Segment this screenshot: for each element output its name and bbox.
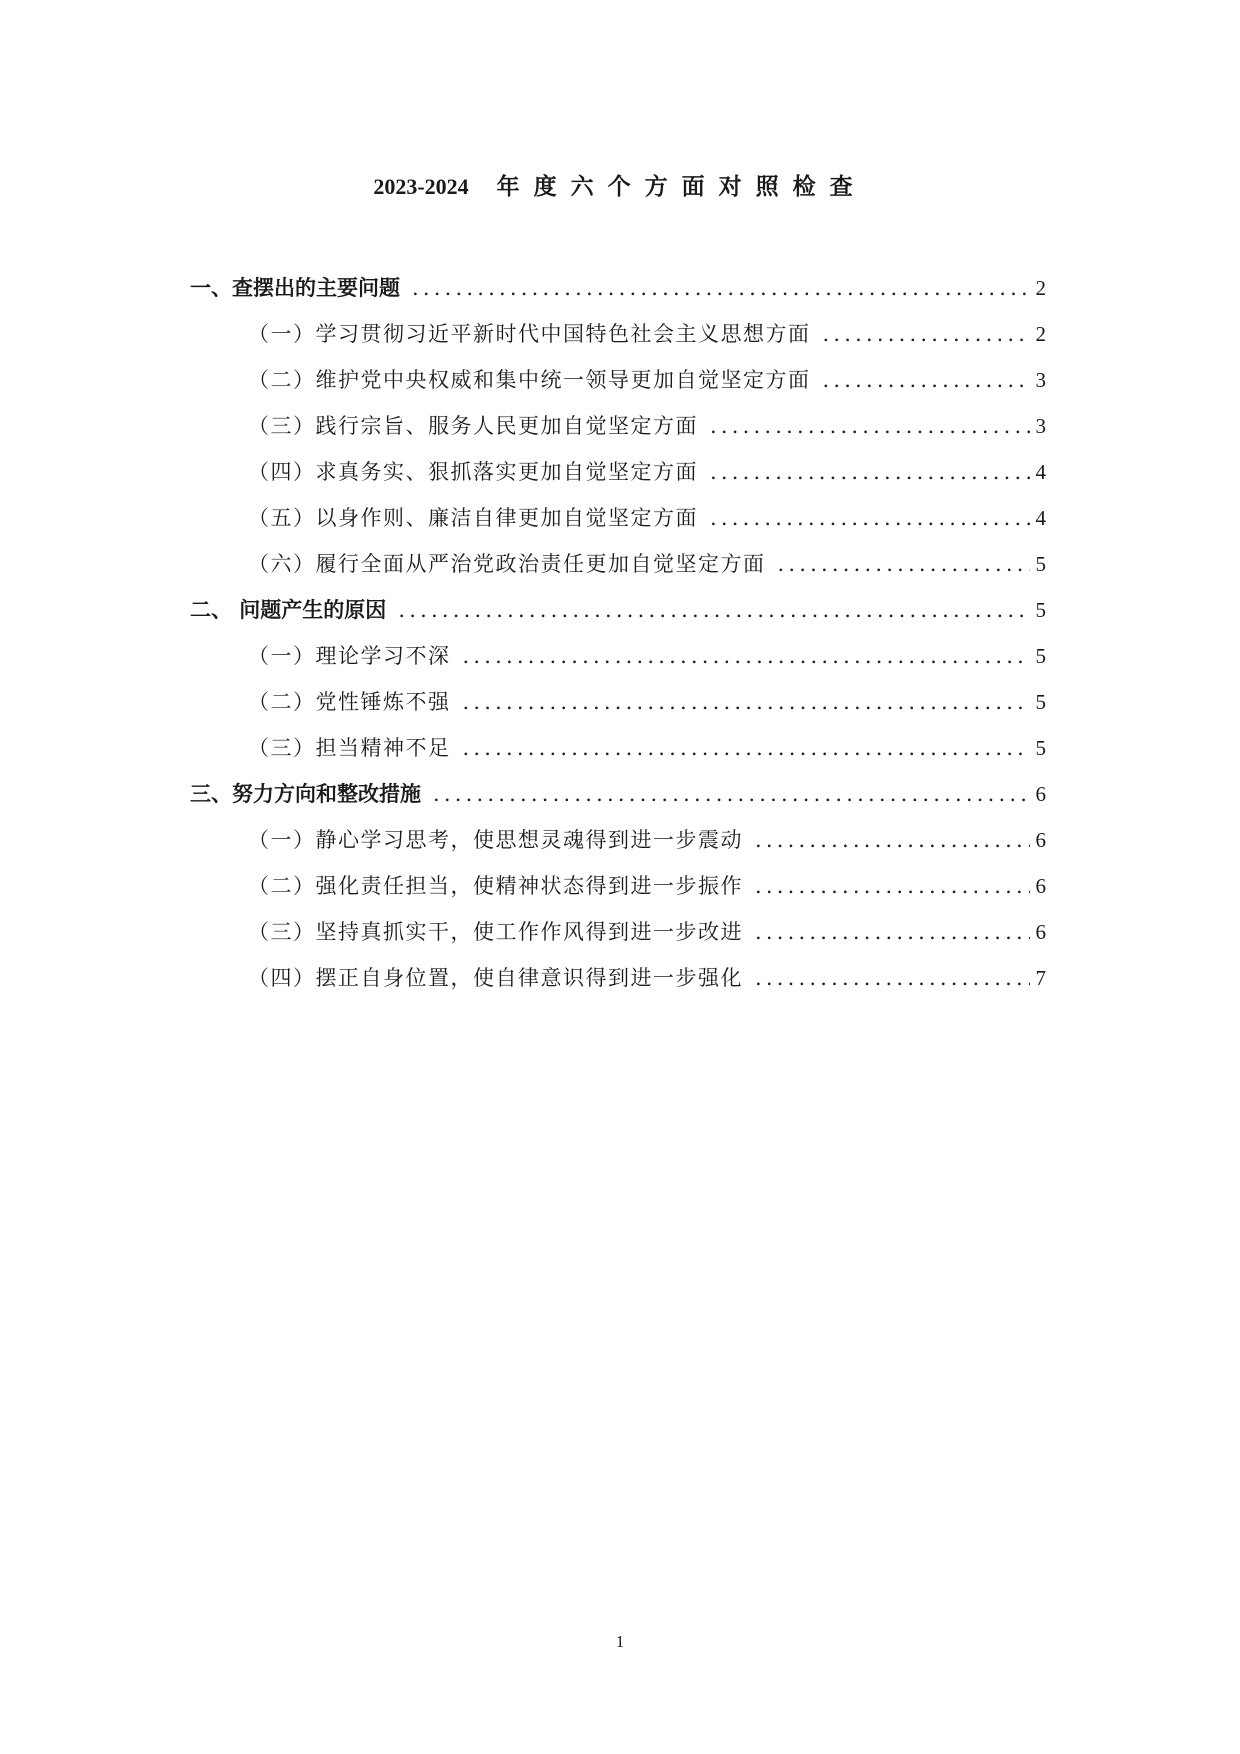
- toc-entry-page: 6: [1035, 874, 1046, 898]
- toc-entry-label: （六）履行全面从严治党政治责任更加自觉坚定方面: [248, 552, 766, 576]
- toc-entry[interactable]: [190, 495, 1046, 541]
- toc-entry-page: 6: [1035, 828, 1046, 852]
- toc-entry-page: 5: [1035, 552, 1046, 576]
- toc-entry-label: （四）求真务实、狠抓落实更加自觉坚定方面: [248, 460, 698, 484]
- toc-leader-dots: [412, 265, 1030, 311]
- toc-entry-label: （二）党性锤炼不强: [248, 690, 451, 714]
- toc-leader-dots: [710, 449, 1030, 495]
- toc-entry[interactable]: [190, 449, 1046, 495]
- toc-entry-label: （三）坚持真抓实干，使工作作风得到进一步改进: [248, 920, 743, 944]
- toc-entry-page: 5: [1035, 736, 1046, 760]
- toc-entry[interactable]: [190, 909, 1046, 955]
- toc-leader-dots: [433, 771, 1030, 817]
- page-number: 1: [615, 1632, 625, 1651]
- toc-leader-dots: [463, 679, 1030, 725]
- toc-entry[interactable]: [190, 311, 1046, 357]
- toc-entry-page: 2: [1035, 322, 1046, 346]
- toc-leader-dots: [463, 633, 1030, 679]
- toc-leader-dots: [823, 311, 1030, 357]
- toc-entry-label: （二）强化责任担当，使精神状态得到进一步振作: [248, 874, 743, 898]
- toc-entry-page: 3: [1035, 414, 1046, 438]
- toc-leader-dots: [755, 817, 1030, 863]
- table-of-contents: [190, 265, 1046, 1001]
- toc-entry-label: （一）理论学习不深: [248, 644, 451, 668]
- page-title: [0, 168, 1240, 201]
- toc-entry-page: 5: [1035, 644, 1046, 668]
- toc-entry-page: 6: [1035, 782, 1046, 806]
- toc-entry-page: 2: [1035, 276, 1046, 300]
- toc-entry-page: 3: [1035, 368, 1046, 392]
- toc-entry-label: 三、努力方向和整改措施: [190, 781, 421, 806]
- toc-leader-dots: [463, 725, 1030, 771]
- toc-leader-dots: [755, 909, 1030, 955]
- toc-entry-page: 5: [1035, 690, 1046, 714]
- toc-entry-page: 5: [1035, 598, 1046, 622]
- toc-leader-dots: [778, 541, 1030, 587]
- toc-entry-page: 4: [1035, 506, 1046, 530]
- toc-entry[interactable]: [190, 265, 1046, 311]
- toc-entry[interactable]: [190, 357, 1046, 403]
- toc-entry[interactable]: [190, 633, 1046, 679]
- toc-entry-label: （三）践行宗旨、服务人民更加自觉坚定方面: [248, 414, 698, 438]
- toc-entry-label: （三）担当精神不足: [248, 736, 451, 760]
- toc-entry-page: 4: [1035, 460, 1046, 484]
- toc-leader-dots: [710, 495, 1030, 541]
- toc-entry-label: （四）摆正自身位置，使自律意识得到进一步强化: [248, 966, 743, 990]
- toc-entry-label: 二、 问题产生的原因: [190, 597, 387, 622]
- toc-leader-dots: [710, 403, 1030, 449]
- toc-entry-label: （一）静心学习思考，使思想灵魂得到进一步震动: [248, 828, 743, 852]
- toc-entry-label: （五）以身作则、廉洁自律更加自觉坚定方面: [248, 506, 698, 530]
- toc-entry-page: 6: [1035, 920, 1046, 944]
- toc-entry[interactable]: [190, 587, 1046, 633]
- toc-entry-page: 7: [1035, 966, 1046, 990]
- toc-leader-dots: [398, 587, 1029, 633]
- toc-entry-label: （一）学习贯彻习近平新时代中国特色社会主义思想方面: [248, 322, 811, 346]
- toc-entry[interactable]: [190, 679, 1046, 725]
- toc-leader-dots: [755, 863, 1030, 909]
- toc-entry[interactable]: [190, 403, 1046, 449]
- toc-entry[interactable]: [190, 725, 1046, 771]
- toc-leader-dots: [755, 955, 1030, 1001]
- toc-entry[interactable]: [190, 955, 1046, 1001]
- title-text: 年度六个方面对照检查: [496, 173, 867, 200]
- toc-entry[interactable]: [190, 541, 1046, 587]
- toc-entry[interactable]: [190, 817, 1046, 863]
- toc-entry-label: 一、查摆出的主要问题: [190, 275, 400, 300]
- title-year: 2023-2024: [373, 174, 469, 199]
- toc-entry[interactable]: [190, 771, 1046, 817]
- toc-leader-dots: [823, 357, 1030, 403]
- toc-entry-label: （二）维护党中央权威和集中统一领导更加自觉坚定方面: [248, 368, 811, 392]
- toc-entry[interactable]: [190, 863, 1046, 909]
